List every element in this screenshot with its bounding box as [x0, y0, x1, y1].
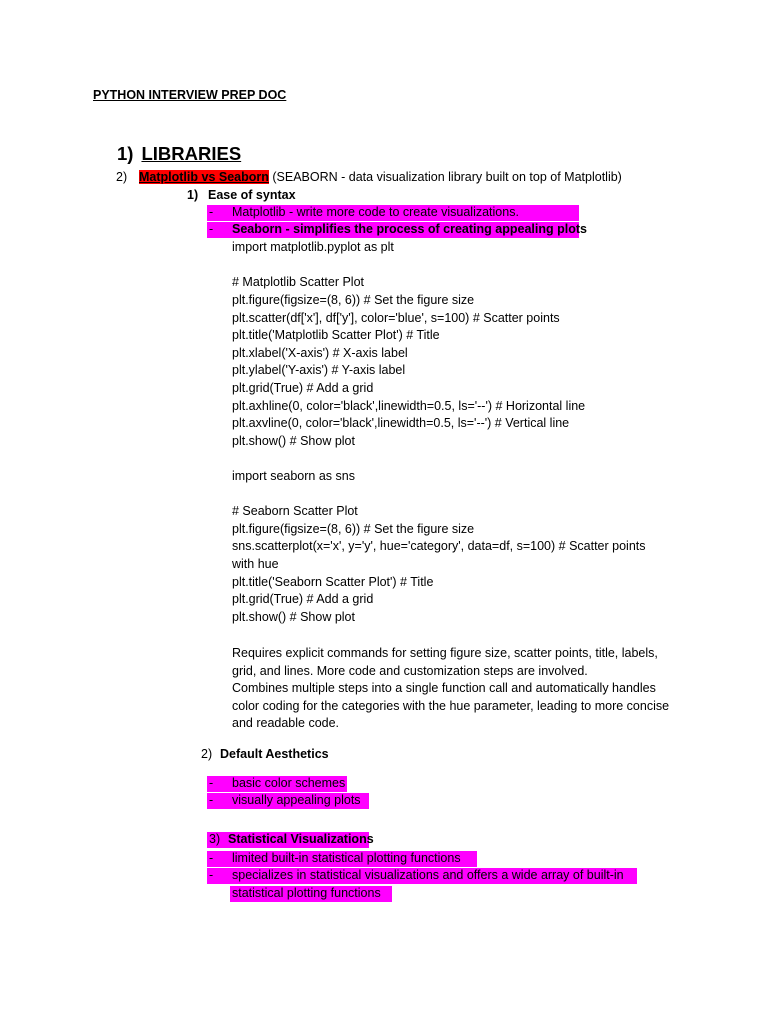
code-line: plt.show() # Show plot [232, 610, 355, 624]
sub3-number: 3) [209, 832, 221, 846]
paragraph-matplotlib: Requires explicit commands for setting figure size, scatter points, title, labels, grid, and lines. More code and customization steps are involved. [232, 646, 658, 678]
bullet-matplotlib: Matplotlib - write more code to create visualizations. [232, 205, 519, 219]
bullet-specializes: specializes in statistical visualizations and offers a wide array of built-in [232, 868, 624, 882]
bullet-dash: - [209, 851, 214, 865]
sub2-title: Default Aesthetics [220, 747, 329, 761]
section2-title: Matplotlib vs Seaborn [139, 170, 269, 184]
sub3-title: Statistical Visualizations [228, 832, 374, 846]
code-line: plt.grid(True) # Add a grid [232, 381, 374, 395]
bullet-appealing-plots: visually appealing plots [232, 793, 361, 807]
paragraph-seaborn: Combines multiple steps into a single function call and automatically handles color coding for the categories with the hue parameter, leading to more concise and readable code. [232, 681, 670, 731]
code-line: plt.axvline(0, color='black',linewidth=0.5, ls='--') # Vertical line [232, 416, 570, 430]
bullet-continuation: statistical plotting functions [232, 886, 381, 900]
section2-description: (SEABORN - data visualization library built on top of Matplotlib) [272, 170, 622, 184]
bullet-dash: - [209, 793, 214, 807]
section2-heading [139, 169, 622, 187]
code-line: plt.figure(figsize=(8, 6)) # Set the figure size [232, 293, 475, 307]
code-line: plt.show() # Show plot [232, 434, 355, 448]
code-line: plt.xlabel('X-axis') # X-axis label [232, 346, 408, 360]
bullet-limited-functions: limited built-in statistical plotting functions [232, 851, 461, 865]
sub2-number: 2) [201, 747, 213, 761]
bullet-dash: - [209, 205, 214, 219]
code-line: plt.title('Seaborn Scatter Plot') # Title [232, 575, 434, 589]
code-line: sns.scatterplot(x='x', y='y', hue='category', data=df, s=100) # Scatter points [232, 539, 646, 553]
code-line: plt.axhline(0, color='black',linewidth=0.5, ls='--') # Horizontal line [232, 399, 586, 413]
bullet-seaborn: Seaborn - simplifies the process of creating appealing plots [232, 222, 587, 236]
code-line: plt.grid(True) # Add a grid [232, 592, 374, 606]
bullet-dash: - [209, 222, 214, 236]
section-title: LIBRARIES [141, 143, 242, 164]
code-line: # Matplotlib Scatter Plot [232, 275, 365, 289]
code-line: import seaborn as sns [232, 469, 355, 483]
code-line: plt.figure(figsize=(8, 6)) # Set the figure size [232, 522, 475, 536]
code-line: with hue [232, 557, 279, 571]
section-number: 1) [117, 143, 134, 164]
sub1-number: 1) [187, 188, 199, 202]
bullet-basic-colors: basic color schemes [232, 776, 346, 790]
section2-number: 2) [116, 170, 128, 184]
code-line: # Seaborn Scatter Plot [232, 504, 358, 518]
code-line: plt.title('Matplotlib Scatter Plot') # Title [232, 328, 440, 342]
bullet-dash: - [209, 776, 214, 790]
sub1-title: Ease of syntax [208, 188, 296, 202]
code-line: plt.scatter(df['x'], df['y'], color='blue', s=100) # Scatter points [232, 311, 560, 325]
section-heading-libraries [117, 143, 241, 165]
bullet-dash: - [209, 868, 214, 882]
code-line: plt.ylabel('Y-axis') # Y-axis label [232, 363, 406, 377]
code-line: import matplotlib.pyplot as plt [232, 240, 394, 254]
document-title: PYTHON INTERVIEW PREP DOC [93, 88, 287, 102]
